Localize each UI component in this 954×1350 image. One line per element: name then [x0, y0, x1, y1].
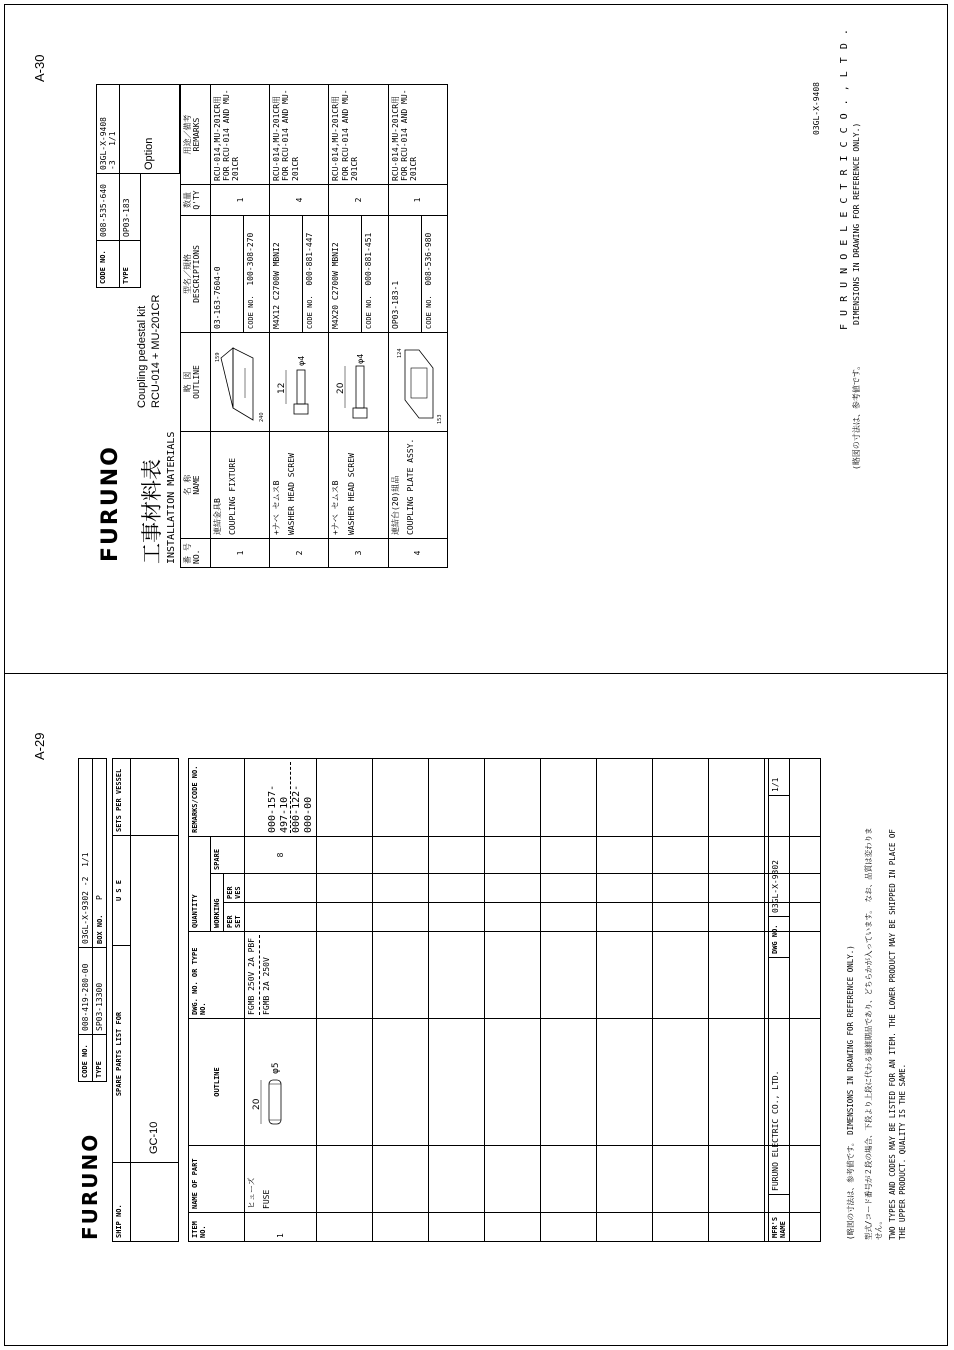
header-outline-lower: OUTLINE: [189, 1019, 245, 1146]
item-no: 4: [388, 539, 447, 568]
item-qty: 2: [329, 185, 388, 216]
outline-dim-2: 159: [215, 352, 221, 362]
header-desc: [181, 216, 211, 333]
item-desc-text: M4X12 C2700W MBNI2: [270, 216, 303, 332]
header-qty: [181, 185, 211, 216]
note-dimensions: (略図の寸法は、参考値です。 DIMENSIONS IN DRAWING FOR REFERENCE ONLY.): [846, 945, 855, 1240]
header-outline-jp: 略 図: [183, 371, 192, 393]
item-qty: 1: [211, 185, 270, 216]
furuno-logo-lower: FURUNO: [78, 1132, 102, 1240]
header-per-ves: PER VES: [224, 874, 245, 903]
type-value: OP03-183: [120, 174, 141, 241]
fuse-dim-diameter: φ5: [271, 1062, 282, 1074]
item-desc-text: OP03-183-1: [389, 216, 422, 332]
outline-dim-2: φ4: [297, 355, 307, 366]
screw-m4x12-drawing: [272, 342, 324, 428]
item-remarks: RCU-014,MU-201CR用 FOR RCU-014 AND MU-201CR: [329, 85, 388, 185]
drawing-no: [97, 85, 120, 174]
header-name: [181, 432, 211, 539]
table-row: [329, 85, 388, 568]
ship-no-label: SHIP NO.: [113, 1163, 131, 1242]
item-outline: [388, 333, 447, 432]
table-row: [270, 85, 329, 568]
spare-item-type: [245, 932, 317, 1019]
table-row: [388, 85, 447, 568]
mfr-name: FURUNO ELECTRIC CO., LTD.: [769, 958, 790, 1195]
item-name: [388, 432, 447, 539]
item-code: 000-881-451: [364, 232, 374, 286]
item-name: [329, 432, 388, 539]
header-name-of-part: NAME OF PART: [189, 1146, 245, 1213]
item-desc: [270, 216, 329, 333]
code-label: CODE NO.: [247, 295, 255, 329]
drawing-no-lower: [79, 759, 93, 948]
item-name-en: WASHER HEAD SCREW: [346, 453, 356, 535]
header-no-jp: 番 号: [183, 543, 192, 564]
outline-dim-2: 124: [396, 348, 403, 358]
note-en-upper: DIMENSIONS IN DRAWING FOR REFERENCE ONLY.): [852, 122, 861, 325]
header-outline-en: OUTLINE: [192, 365, 202, 399]
code-label: CODE NO.: [365, 295, 374, 329]
furuno-logo: FURUNO: [98, 445, 123, 562]
code-no: 008-535-640: [97, 174, 120, 241]
item-no: 2: [270, 539, 329, 568]
item-name-jp: +ナベ セムスB: [331, 480, 341, 535]
sheet-count-lower: 1/1: [81, 852, 90, 867]
code-no-lower: 008-419-280-00: [79, 948, 93, 1035]
item-desc-text: M4X20 C2700W MBNI2: [329, 216, 362, 332]
header-no-en: NO.: [192, 549, 202, 564]
title-en: INSTALLATION MATERIALS: [166, 431, 177, 564]
item-outline: [329, 333, 388, 432]
box-no: [93, 759, 107, 948]
item-outline: [270, 333, 329, 432]
item-name-en: COUPLING PLATE ASSY.: [405, 438, 415, 535]
page-divider: [4, 673, 948, 674]
spare-item-codes: [245, 759, 317, 837]
header-name-jp: 名 称: [183, 474, 192, 496]
header-working: WORKING: [211, 874, 224, 932]
item-remarks: RCU-014,MU-201CR用 FOR RCU-014 AND MU-201CR: [270, 85, 329, 185]
code-label: CODE NO.: [424, 295, 433, 329]
code-no-label: CODE NO.: [97, 241, 120, 288]
header-outline: [181, 333, 211, 432]
spare-type-upper: FGMB 250V 2A PBF: [247, 937, 257, 1015]
item-name-en: COUPLING FIXTURE: [228, 457, 238, 535]
spare-item-outline: [245, 1019, 317, 1146]
header-dwg-no: DWG. NO. OR TYPE NO.: [189, 932, 245, 1019]
fuse-drawing: [247, 1030, 295, 1142]
spare-code-upper: 000-157-497-10: [267, 784, 290, 833]
note-types-jp: 型式/コード番号が２段の場合、下段より上段に代わる過渡期品であり、どちらかが入っています。 なお、品質は変わりません。: [864, 827, 883, 1240]
spare-parts-table: [188, 758, 821, 1242]
item-name: [270, 432, 329, 539]
spare-type-lower: FGMB 2A 250V: [259, 935, 271, 1015]
item-desc: [211, 216, 270, 333]
spare-item-spare: 8: [245, 837, 317, 874]
coupling-plate-drawing: [391, 342, 443, 428]
dwg-no-label: DWG NO.: [769, 917, 790, 958]
sheet-count: 1/1: [108, 131, 118, 146]
table-row: [245, 759, 317, 1242]
header-remarks: [181, 85, 211, 185]
dwg-sheet: 1/1: [769, 759, 790, 796]
item-qty: 4: [270, 185, 329, 216]
table-row: [211, 85, 270, 568]
header-qty-jp: 数量: [183, 192, 192, 208]
title-jp: 工事材料表: [140, 459, 164, 564]
drawing-no-text: 03GL-X-9408 -3: [99, 117, 118, 170]
screw-m4x20-drawing: [331, 342, 383, 428]
materials-table: [180, 84, 448, 568]
dwg-no-value: 03GL-X-9302: [769, 796, 790, 917]
code-table: [96, 84, 180, 288]
spare-item-name-jp: ヒューズ: [247, 1177, 257, 1209]
page-number-upper: A-30: [32, 54, 47, 82]
outline-dim-2: φ4: [356, 353, 366, 364]
item-desc: [329, 216, 388, 333]
item-name-en: WASHER HEAD SCREW: [287, 453, 297, 535]
spare-parts-title: SPARE PARTS LIST FOR: [113, 946, 131, 1163]
item-name-jp: 連結金具B: [213, 498, 222, 535]
installation-materials-sheet: [96, 84, 456, 568]
header-qty-en: Q'TY: [192, 190, 202, 210]
use-label: U S E: [113, 836, 131, 946]
type-lower: SP03-13300: [93, 948, 107, 1035]
doc-id-upper: 03GL-X-9408: [812, 82, 821, 135]
spare-item-name-en: FUSE: [262, 1189, 272, 1209]
item-code: 000-881-447: [305, 232, 315, 286]
kit-name-2: RCU-014 + MU-201CR: [150, 294, 162, 408]
company-name-upper: F U R U N O E L E C T R I C C O . , L T D .: [839, 28, 850, 330]
type-label-lower: TYPE: [93, 1035, 107, 1082]
fuse-dim-length: 20: [252, 1098, 263, 1110]
outline-dim-1: 20: [336, 382, 347, 394]
item-desc-text: 03-163-7604-0: [211, 216, 244, 332]
model-name: GC-10: [131, 836, 179, 1163]
box-no-label: BOX NO.: [96, 914, 105, 944]
code-label: CODE NO.: [306, 295, 315, 329]
outline-dim-1: 240: [259, 412, 265, 422]
header-no: [181, 539, 211, 568]
spare-code-lower: 000-122-000-00: [290, 762, 314, 833]
header-desc-jp: 型名／規格: [183, 254, 192, 294]
header-remarks-en: REMARKS: [192, 117, 202, 152]
item-no: 3: [329, 539, 388, 568]
spare-item-no: 1: [245, 1213, 317, 1242]
item-remarks: RCU-014,MU-201CR用 FOR RCU-014 AND MU-201CR: [211, 85, 270, 185]
item-name: [211, 432, 270, 539]
item-remarks: RCU-014,MU-201CR用 FOR RCU-014 AND MU-201CR: [388, 85, 447, 185]
mfr-footer: [768, 758, 790, 1242]
note-jp-upper: (略図の寸法は、参考値です。: [852, 361, 861, 470]
sheet-header: [96, 84, 180, 568]
item-name-jp: 連結台(20)組品: [390, 475, 400, 535]
lower-code-table: [78, 758, 107, 1082]
box-no-value: P: [95, 895, 105, 901]
spare-item-name: [245, 1146, 317, 1213]
item-outline: [211, 333, 270, 432]
header-remarks-jp: 用途／備考: [183, 114, 192, 155]
spare-parts-header: [112, 758, 179, 1242]
header-desc-en: DESCRIPTIONS: [192, 245, 202, 303]
kit-name-1: Coupling pedestal kit: [136, 305, 148, 408]
outline-dim-1: 12: [277, 382, 288, 394]
item-code: 100-308-270: [246, 232, 255, 286]
type-label: TYPE: [120, 241, 141, 288]
header-spare: SPARE: [211, 837, 245, 874]
header-remarks-lower: REMARKS/CODE NO.: [189, 759, 245, 837]
drawing-no-lower-text: 03GL-X-9302 -2: [81, 876, 90, 944]
item-qty: 1: [388, 185, 447, 216]
header-name-en: NAME: [192, 475, 202, 495]
sets-per-vessel-label: SETS PER VESSEL: [113, 759, 131, 836]
page-number-lower: A-29: [32, 732, 47, 760]
item-no: 1: [211, 539, 270, 568]
outline-dim-1: 153: [436, 414, 443, 424]
note-types-en: TWO TYPES AND CODES MAY BE LISTED FOR AN ITEM. THE LOWER PRODUCT MAY BE SHIPPED IN PLACE OF THE UPPER PRODUCT. QUALITY IS THE SAME.: [888, 829, 907, 1240]
option-label: Option: [120, 85, 180, 174]
header-quantity: QUANTITY: [189, 837, 211, 932]
item-name-jp: +ナベ セムスB: [272, 480, 282, 535]
item-code: 008-536-980: [423, 232, 433, 286]
item-desc: [388, 216, 447, 333]
mfr-label: MFR'S NAME: [769, 1195, 790, 1242]
header-per-set: PER SET: [224, 903, 245, 932]
coupling-fixture-drawing: [213, 342, 265, 428]
code-no-label-lower: CODE NO.: [79, 1035, 93, 1082]
spare-parts-sheet: [78, 758, 816, 1242]
header-item-no: ITEM NO.: [189, 1213, 245, 1242]
